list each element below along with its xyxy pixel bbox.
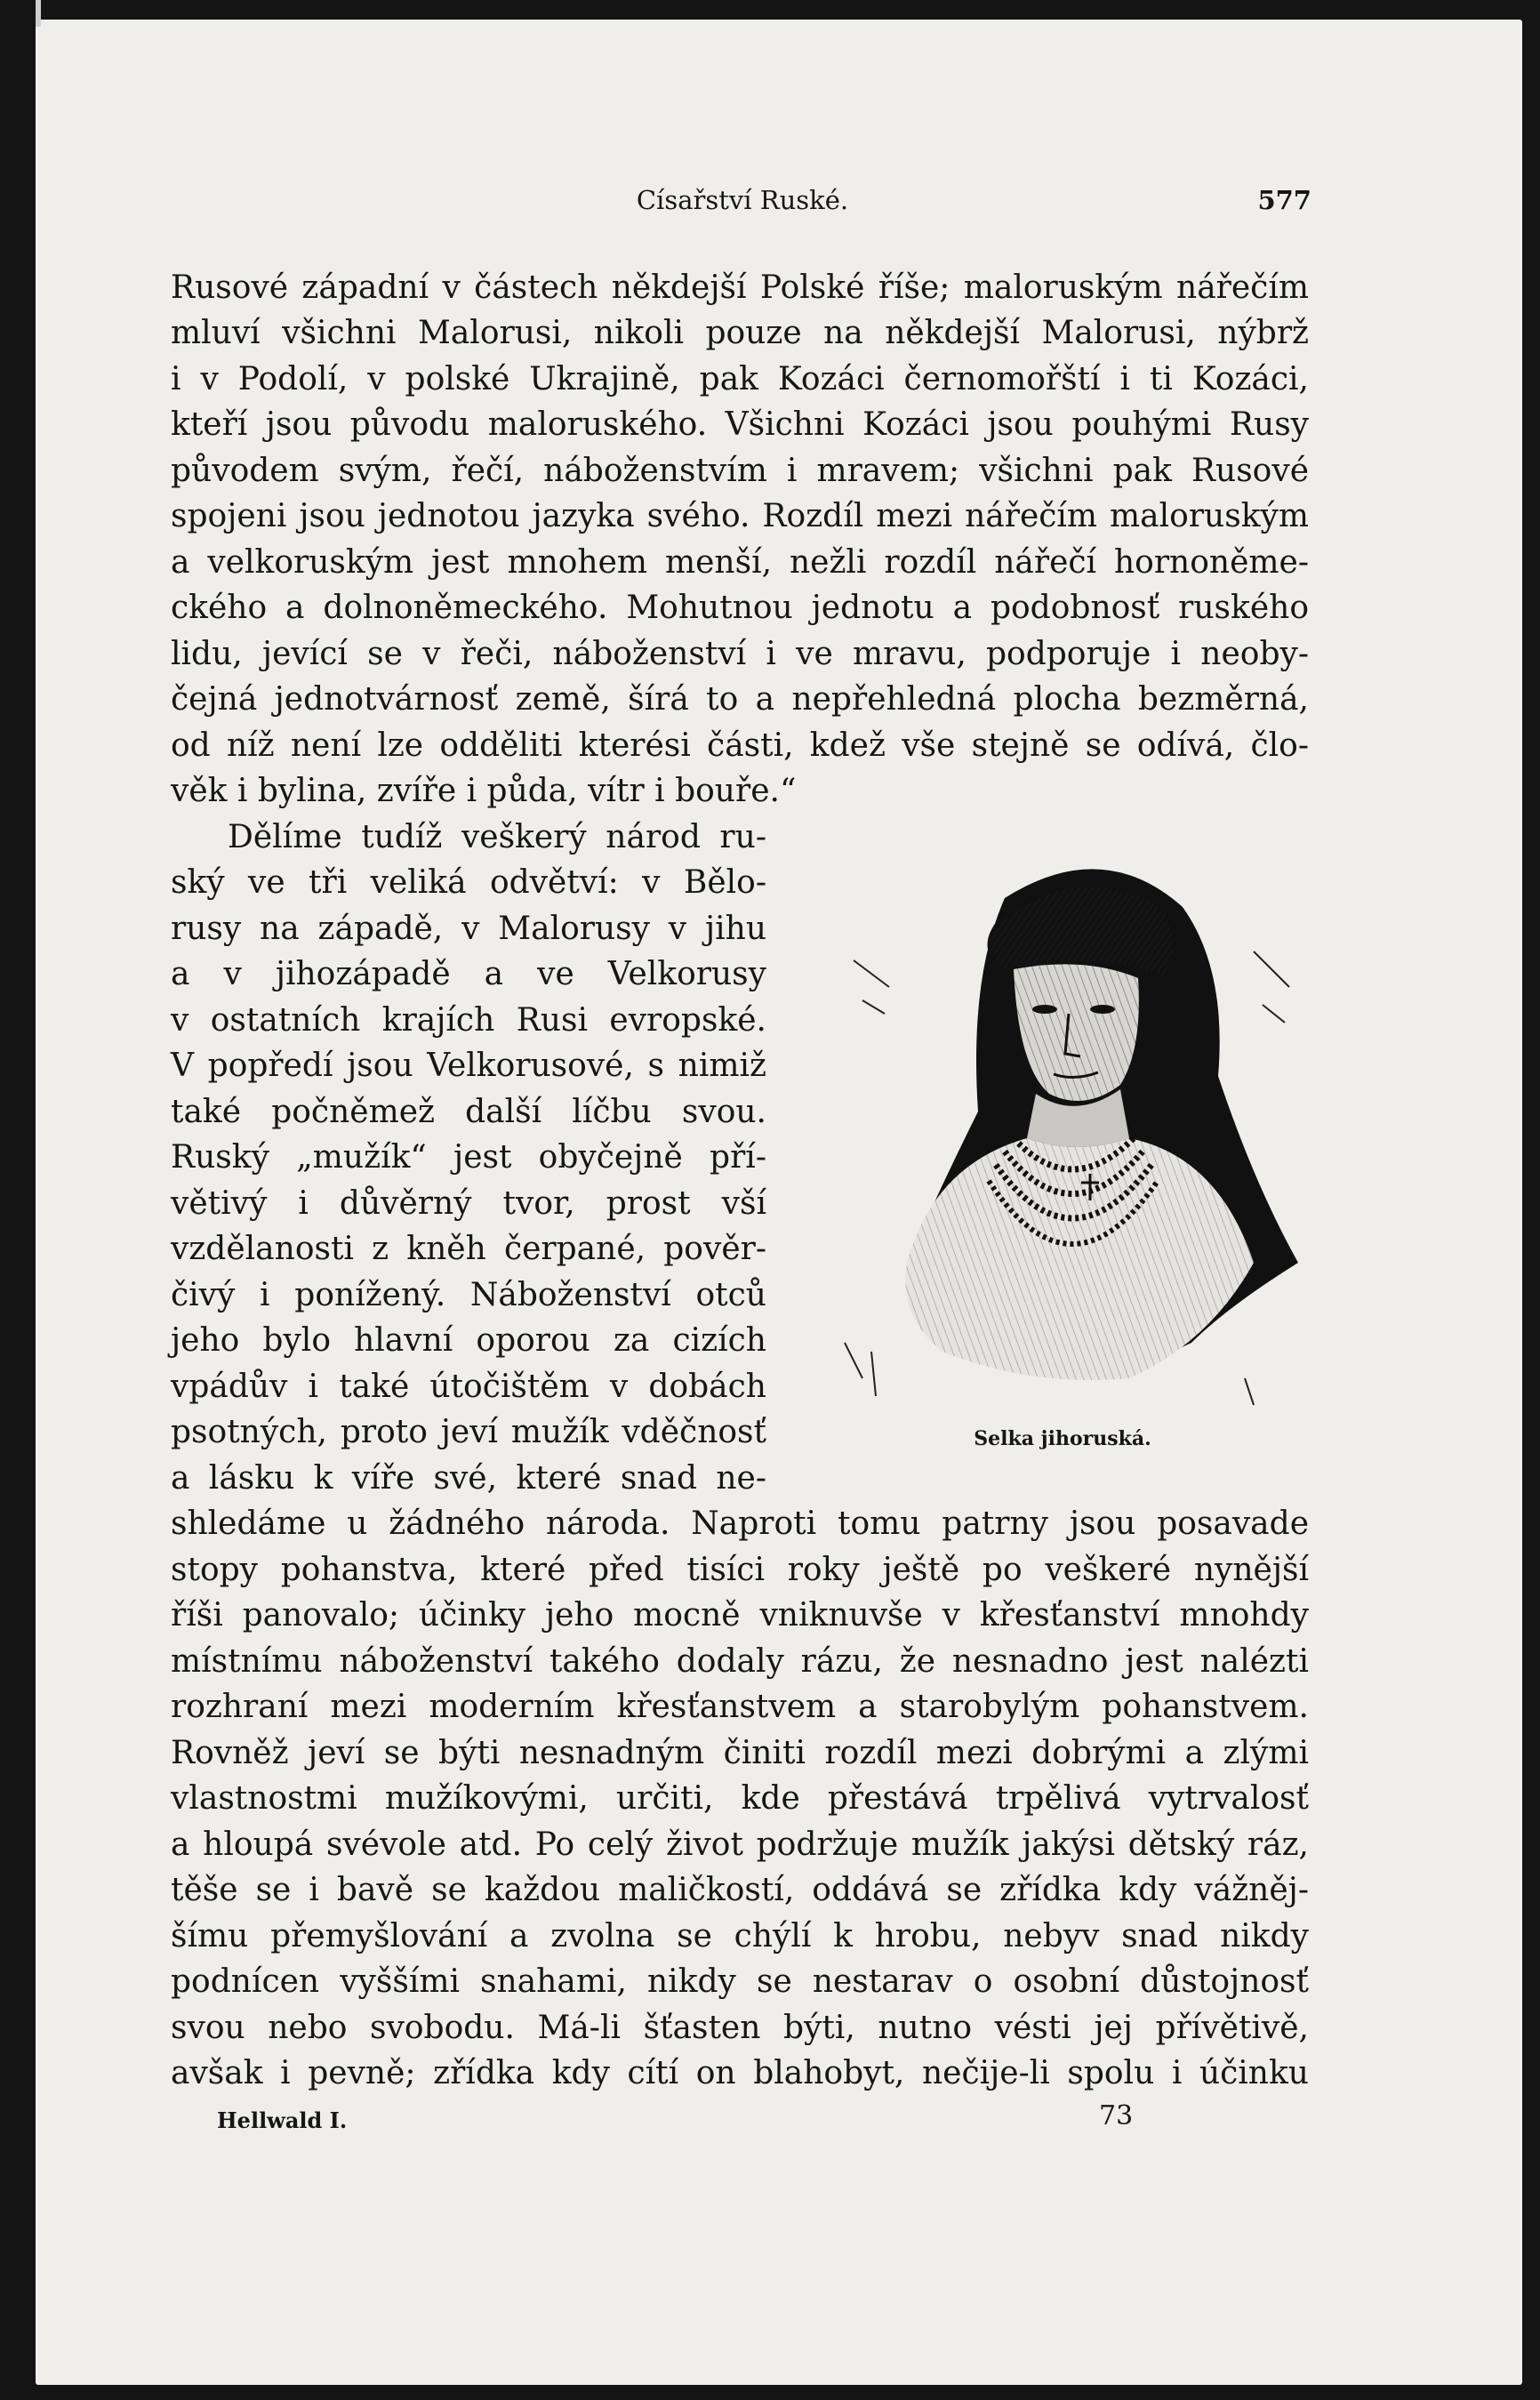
text-line: původem svým, řečí, náboženstvím i mravem; všichni pak Rusové xyxy=(171,453,1309,489)
text-line: avšak i pevně; zřídka kdy cítí on blahobyt, nečije-li spolu i účinku xyxy=(171,2055,1309,2091)
text-line: těše se i bavě se každou maličkostí, oddává se zřídka kdy vážněj- xyxy=(171,1872,1309,1908)
text-line: větivý i důvěrný tvor, prost vší xyxy=(171,1185,766,1222)
page-number: 577 xyxy=(1257,185,1311,215)
footer-author: Hellwald I. xyxy=(217,2107,348,2133)
text-line: věk i bylina, zvíře i půda, vítr i bouře.“ xyxy=(171,773,797,809)
text-line: podnícen vyššími snahami, nikdy se nestarav o osobní důstojnosť xyxy=(171,1963,1309,2000)
text-line: ský ve tři veliká odvětví: v Bělo- xyxy=(171,864,766,901)
text-line: čejná jednotvárnosť země, šírá to a nepřehledná plocha bezměrná, xyxy=(171,681,1309,718)
text-line: Dělíme tudíž veškerý národ ru- xyxy=(228,819,766,855)
text-line: ckého a dolnoněmeckého. Mohutnou jednotu a podobnosť ruského xyxy=(171,590,1309,626)
text-line: vlastnostmi mužíkovými, určiti, kde přestává trpělivá vytrvalosť xyxy=(171,1780,1309,1817)
text-line: a v jihozápadě a ve Velkorusy xyxy=(171,956,766,992)
text-line: a hloupá svévole atd. Po celý život podržuje mužík jakýsi dětský ráz, xyxy=(171,1826,1309,1863)
text-line: místnímu náboženství takého dodaly rázu, že nesnadno jest nalézti xyxy=(171,1643,1309,1680)
text-line: šímu přemyšlování a zvolna se chýlí k hrobu, nebyv snad nikdy xyxy=(171,1918,1309,1955)
text-line: od níž není lze odděliti kterési části, kdež vše stejně se odívá, člo- xyxy=(171,727,1309,764)
text-line: psotných, proto jeví mužík vděčnosť xyxy=(171,1414,766,1450)
text-line: rusy na západě, v Malorusy v jihu xyxy=(171,911,766,947)
text-line: V popředí jsou Velkorusové, s nimiž xyxy=(171,1047,766,1084)
text-line: vzdělanosti z kněh čerpané, pověr- xyxy=(171,1231,766,1267)
text-line: čivý i ponížený. Náboženství otců xyxy=(171,1277,766,1313)
figure-caption: Selka jihoruská. xyxy=(974,1427,1151,1450)
text-line: Rovněž jeví se býti nesnadným činiti rozdíl mezi dobrými a zlými xyxy=(171,1735,1309,1771)
text-line: rozhraní mezi moderním křesťanstvem a starobylým pohanstvem. xyxy=(171,1689,1309,1725)
text-line: jeho bylo hlavní oporou za cizích xyxy=(171,1322,766,1359)
text-line: Rusové západní v částech někdejší Polské říše; maloruským nářečím xyxy=(171,269,1309,306)
text-line: říši panovalo; účinky jeho mocně vniknuvše v křesťanství mnohdy xyxy=(171,1597,1309,1633)
footer-signature: 73 xyxy=(1099,2100,1134,2131)
text-line: v ostatních krajích Rusi evropské. xyxy=(171,1002,766,1039)
text-line: shledáme u žádného národa. Naproti tomu patrny jsou posavade xyxy=(171,1505,1309,1542)
text-line: a velkoruským jest mnohem menší, nežli rozdíl nářečí hornoněme- xyxy=(171,544,1309,581)
page-edge-mark xyxy=(36,0,41,27)
header-title: Císařství Ruské. xyxy=(636,185,849,215)
text-line: mluví všichni Malorusi, nikoli pouze na někdejší Malorusi, nýbrž xyxy=(171,315,1309,351)
text-line: lidu, jevící se v řeči, náboženství i ve mravu, podporuje i neoby- xyxy=(171,636,1309,672)
text-line: stopy pohanstva, které před tisíci roky ještě po veškeré nynější xyxy=(171,1552,1309,1588)
running-header xyxy=(173,185,1311,221)
text-line: spojeni jsou jednotou jazyka svého. Rozdíl mezi nářečím maloruským xyxy=(171,498,1309,534)
text-line: svou nebo svobodu. Má-li šťasten býti, nutno vésti jej přívětivě, xyxy=(171,2010,1309,2046)
portrait-illustration xyxy=(836,845,1307,1414)
text-line: a lásku k víře své, které snad ne- xyxy=(171,1460,766,1497)
text-line: Ruský „mužík“ jest obyčejně pří- xyxy=(171,1139,766,1176)
text-line: také počněmež další líčbu svou. xyxy=(171,1094,766,1130)
text-line: vpádův i také útočištěm v dobách xyxy=(171,1369,766,1405)
text-line: kteří jsou původu maloruského. Všichni Kozáci jsou pouhými Rusy xyxy=(171,406,1309,443)
text-line: i v Podolí, v polské Ukrajině, pak Kozáci černomořští i ti Kozáci, xyxy=(171,361,1309,397)
